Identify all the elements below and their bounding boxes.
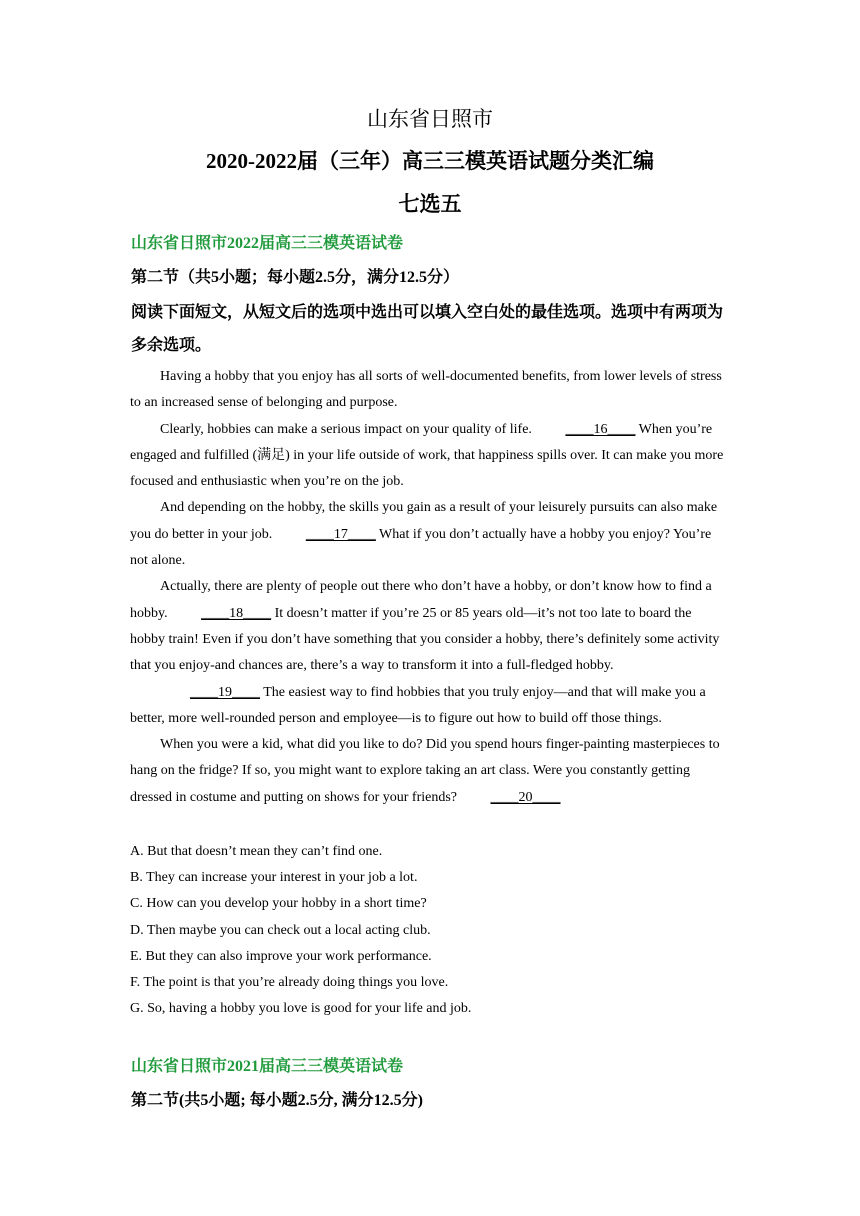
section-2022-heading: 山东省日照市2022届高三三模英语试卷 [131,235,404,252]
section-2022-subhead: 第二节（共5小题；每小题2.5分，满分12.5分） [131,269,460,286]
blank-18: ____18____ [201,605,272,621]
blank-16: ____16____ [565,421,636,437]
paragraph-1: Having a hobby that you enjoy has all sorts of well-documented benefits, from lower levels of stress to an increased sense of belonging and purpose. [130,369,722,411]
paragraph-5-text-b: The easiest way to find hobbies that you truly enjoy—and that will make you a better, more well-rounded person and employee—is to figure out how to build off those things. [130,684,706,726]
paragraph-6-text-a: When you were a kid, what did you like to do? Did you spend hours finger-painting masterpieces to hang on the fridge? If so, you might want to explore taking an art class. Were you constantly getting dressed in costume and putting on shows for your friends? [130,737,720,805]
doc-title-region: 山东省日照市 [367,107,493,131]
paragraph-2-text-a: Clearly, hobbies can make a serious impact on your quality of life. [160,421,536,437]
blank-17: ____17____ [305,526,376,542]
paragraph-3 [130,495,730,574]
option-e: E. But they can also improve your work performance. [130,948,432,964]
paragraph-5 [130,680,730,733]
blank-19: ____19____ [190,684,260,700]
option-b: B. They can increase your interest in your job a lot. [130,870,418,886]
section-2021-heading: 山东省日照市2021届高三三模英语试卷 [131,1058,404,1075]
blank-20: ____20____ [490,789,561,805]
section-2021-subhead: 第二节(共5小题; 每小题2.5分, 满分12.5分) [131,1092,423,1109]
options-list [130,839,730,1022]
paragraph-4 [130,574,730,679]
doc-title-main: 2020-2022届（三年）高三三模英语试题分类汇编 [206,149,654,173]
doc-title-type: 七选五 [398,192,462,216]
paragraph-2 [130,417,730,496]
option-c: C. How can you develop your hobby in a short time? [130,896,427,912]
paragraph-3-text-a: And depending on the hobby, the skills you gain as a result of your leisurely pursuits can also make you do better in your job. [130,500,718,542]
passage [130,364,730,811]
instructions: 阅读下面短文，从短文后的选项中选出可以填入空白处的最佳选项。选项中有两项为多余选项。 [131,304,724,354]
paragraph-4-text-b: It doesn’t matter if you’re 25 or 85 years old—it’s not too late to board the hobby train! Even if you don’t have something that you consider a hobby, there’s definitely some activity that you enjoy-and chances are, there’s a way to transform it into a full-fledged hobby. [130,605,720,674]
paragraph-2-text-b: When you’re engaged and fulfilled (满足) in your life outside of work, that happiness spills over. It can make you more focused and enthusiastic when you’re on the job. [130,421,724,490]
paragraph-6 [130,732,730,811]
option-g: G. So, having a hobby you love is good for your life and job. [130,1001,472,1017]
option-d: D. Then maybe you can check out a local acting club. [130,922,431,938]
option-f: F. The point is that you’re already doing things you love. [130,975,449,991]
option-a: A. But that doesn’t mean they can’t find one. [130,844,383,859]
paragraph-4-text-a: Actually, there are plenty of people out there who don’t have a hobby, or don’t know how to find a hobby. [130,579,712,621]
paragraph-3-text-b: What if you don’t actually have a hobby you enjoy? You’re not alone. [130,526,712,569]
